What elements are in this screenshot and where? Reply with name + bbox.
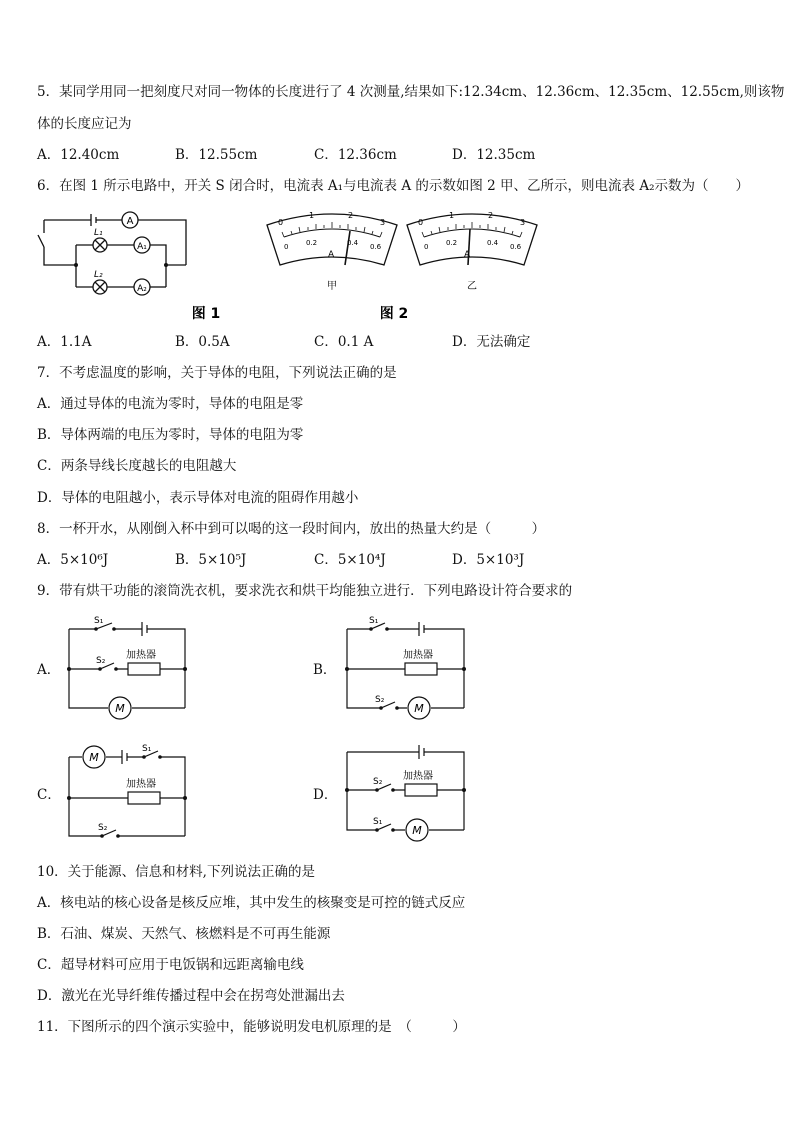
- q6-figure2-meters: [262, 205, 532, 320]
- q5-stem-line2: 体的长度应记为: [37, 116, 132, 132]
- q9-label-c: C．: [37, 787, 61, 803]
- meter-jia-top-2: 2: [348, 211, 354, 220]
- q6-option-c: C．0.1 A: [314, 334, 374, 350]
- ammeter-a1-label: A₁: [137, 242, 147, 252]
- q7-stem: 7．不考虑温度的影响，关于导体的电阻，下列说法正确的是: [37, 365, 397, 381]
- ammeter-a-label: A: [126, 216, 134, 227]
- meter-jia-bot-0: 0: [284, 243, 289, 251]
- q8-option-a: A．5×10⁶J: [37, 552, 109, 568]
- q5-option-a: A．12.40cm: [37, 147, 120, 163]
- q9-circuit-c: [66, 740, 191, 845]
- q6-figure1-circuit: [36, 205, 221, 322]
- q9-stem: 9．带有烘干功能的滚筒洗衣机，要求洗衣和烘干均能独立进行．下列电路设计符合要求的: [37, 583, 573, 599]
- meter-jia-bot-3: 0.6: [370, 243, 382, 251]
- s2-label: S₂: [375, 695, 385, 705]
- meter-yi-top-0: 0: [418, 218, 424, 227]
- heater-label: 加热器: [403, 650, 433, 661]
- lamp-l1-label: L₁: [94, 228, 103, 238]
- q10-option-d: D．激光在光导纤维传播过程中会在拐弯处泄漏出去: [37, 988, 345, 1004]
- s1-label: S₁: [94, 616, 104, 626]
- q5-option-d: D．12.35cm: [452, 147, 536, 163]
- motor-label: M: [115, 702, 125, 715]
- q6-option-d: D．无法确定: [452, 334, 531, 350]
- s1-label: S₁: [369, 616, 379, 626]
- heater-label: 加热器: [403, 771, 433, 782]
- q9-label-a: A．: [37, 662, 61, 678]
- q9-circuit-d: [343, 740, 468, 845]
- s2-label: S₂: [96, 656, 106, 666]
- q10-option-b: B．石油、煤炭、天然气、核燃料是不可再生能源: [37, 926, 331, 942]
- meter-jia-unit: A: [328, 250, 335, 260]
- q11-stem: 11．下图所示的四个演示实验中，能够说明发电机原理的是 （ ）: [37, 1019, 466, 1035]
- lamp-l2-label: L₂: [94, 270, 103, 280]
- q8-stem: 8．一杯开水，从刚倒入杯中到可以喝的这一段时间内，放出的热量大约是（ ）: [37, 521, 546, 537]
- q10-option-c: C．超导材料可应用于电饭锅和远距离输电线: [37, 957, 304, 973]
- meter-jia-top-1: 1: [309, 211, 315, 220]
- fig2-caption: 图 2: [379, 306, 409, 322]
- meter-yi-top-1: 1: [449, 211, 455, 220]
- meter-yi-top-2: 2: [488, 211, 494, 220]
- meter-yi-top-3: 3: [520, 218, 526, 227]
- meter-jia-top-0: 0: [278, 218, 284, 227]
- meter-jia-top-3: 3: [380, 218, 386, 227]
- q7-option-b: B．导体两端的电压为零时，导体的电阻为零: [37, 427, 304, 443]
- ammeter-a2-label: A₂: [137, 284, 147, 294]
- q10-option-a: A．核电站的核心设备是核反应堆，其中发生的核聚变是可控的链式反应: [37, 895, 466, 911]
- heater-label: 加热器: [126, 650, 156, 661]
- q7-option-a: A．通过导体的电流为零时，导体的电阻是零: [37, 396, 304, 412]
- meter-yi-bot-2: 0.4: [487, 239, 499, 247]
- meter-yi-bot-0: 0: [424, 243, 429, 251]
- q5-stem-line1: 5．某同学用同一把刻度尺对同一物体的长度进行了 4 次测量,结果如下:12.34cm、12.36cm、12.35cm、12.55cm,则该物: [37, 84, 785, 100]
- meter-jia-bot-2: 0.4: [347, 239, 359, 247]
- motor-label: M: [89, 751, 99, 764]
- q9-label-b: B．: [313, 662, 337, 678]
- q6-option-a: A．1.1A: [37, 334, 92, 350]
- meter-yi-label: 乙: [467, 281, 477, 292]
- meter-yi-bot-3: 0.6: [510, 243, 522, 251]
- meter-yi-bot-1: 0.2: [446, 239, 458, 247]
- q5-option-c: C．12.36cm: [314, 147, 397, 163]
- q10-stem: 10．关于能源、信息和材料,下列说法正确的是: [37, 864, 315, 880]
- motor-label: M: [414, 702, 424, 715]
- q7-option-d: D．导体的电阻越小，表示导体对电流的阻碍作用越小: [37, 490, 359, 506]
- q7-option-c: C．两条导线长度越长的电阻越大: [37, 458, 237, 474]
- q8-option-c: C．5×10⁴J: [314, 552, 386, 568]
- q6-option-b: B．0.5A: [175, 334, 230, 350]
- s2-label: S₂: [373, 777, 383, 787]
- q8-option-b: B．5×10⁵J: [175, 552, 247, 568]
- s2-label: S₂: [98, 823, 108, 833]
- q6-stem: 6．在图 1 所示电路中，开关 S 闭合时，电流表 A₁与电流表 A 的示数如图 2 甲、乙所示，则电流表 A₂示数为（ ）: [37, 178, 749, 194]
- s1-label: S₁: [373, 817, 383, 827]
- q9-label-d: D．: [313, 787, 338, 803]
- meter-jia-bot-1: 0.2: [306, 239, 318, 247]
- q9-circuit-a: [66, 614, 191, 724]
- heater-label: 加热器: [126, 779, 156, 790]
- q8-option-d: D．5×10³J: [452, 552, 525, 568]
- q9-circuit-b: [343, 614, 468, 724]
- s1-label: S₁: [142, 744, 152, 754]
- meter-yi: [407, 211, 537, 292]
- meter-yi-unit: A: [464, 250, 471, 260]
- meter-jia: [267, 211, 397, 292]
- motor-label: M: [412, 824, 422, 837]
- q5-option-b: B．12.55cm: [175, 147, 258, 163]
- fig1-caption: 图 1: [191, 306, 221, 322]
- meter-jia-label: 甲: [327, 281, 337, 292]
